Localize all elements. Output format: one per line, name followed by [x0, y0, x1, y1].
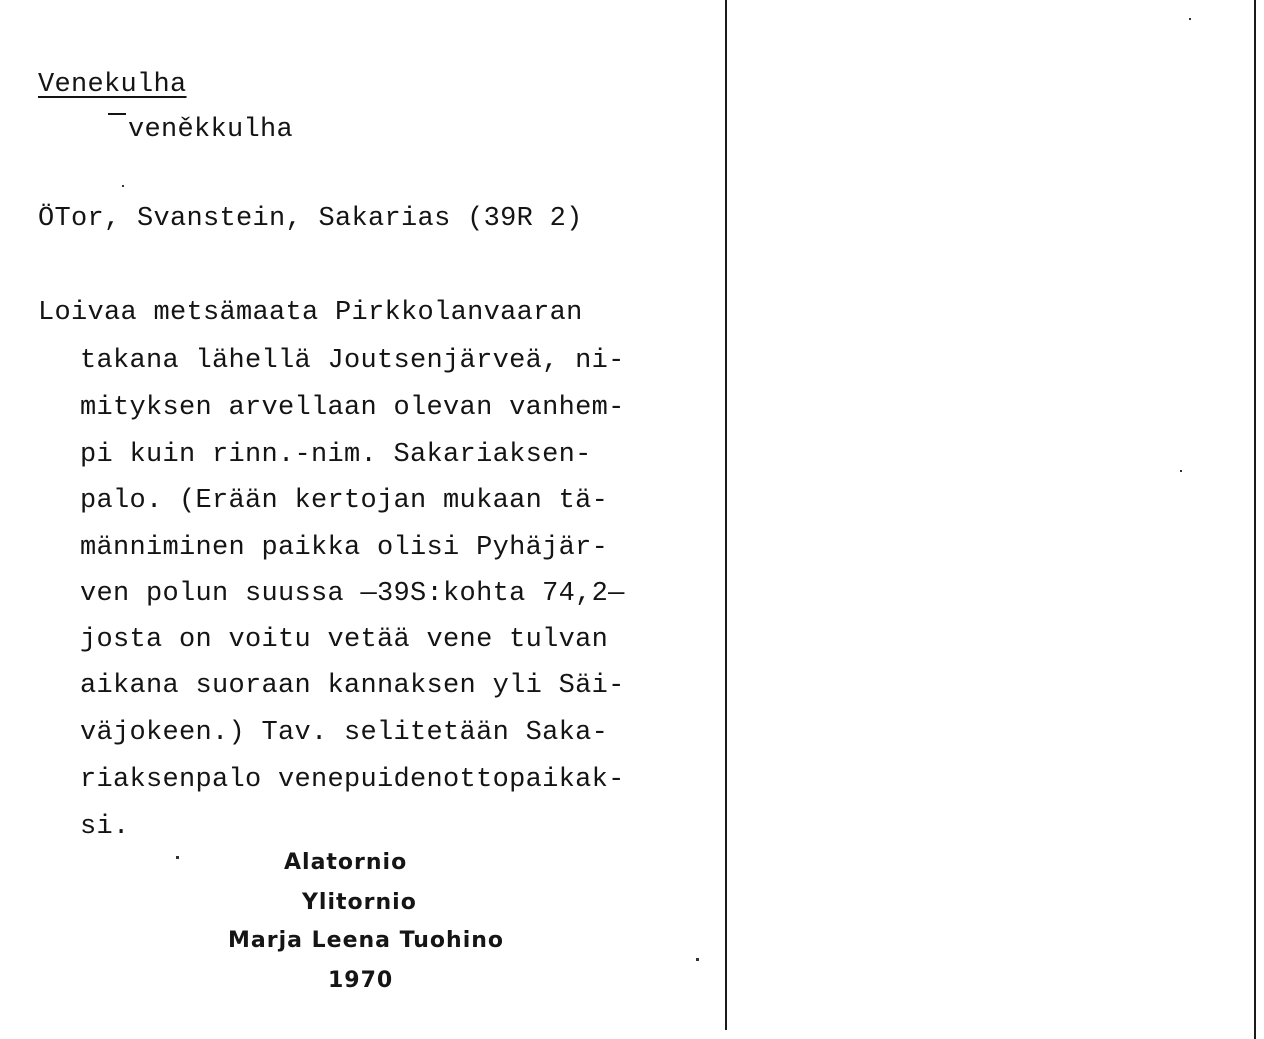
description-line: takana lähellä Joutsenjärveä, ni- [80, 346, 625, 376]
ink-speck [176, 856, 179, 859]
informants-line: ÖTor, Svanstein, Sakarias (39R 2) [38, 204, 583, 234]
stamp-village: Ylitornio [302, 890, 417, 915]
description-line: väjokeen.) Tav. selitetään Saka- [80, 718, 609, 748]
ink-speck [122, 185, 124, 187]
description-line: palo. (Erään kertojan mukaan tä- [80, 486, 609, 516]
length-mark [108, 113, 126, 115]
stamp-collector: Marja Leena Tuohino [228, 928, 505, 953]
stamp-year: 1970 [328, 968, 394, 993]
description-line: Loivaa metsämaata Pirkkolanvaaran [38, 298, 583, 328]
ink-speck [1180, 470, 1182, 472]
pronunciation: veněkkulha [128, 115, 294, 145]
description-line: pi kuin rinn.-nim. Sakariaksen- [80, 440, 592, 470]
headword: Venekulha [38, 70, 187, 100]
description-line: josta on voitu vetää vene tulvan [80, 625, 609, 655]
card-edge-line [1254, 0, 1256, 1039]
description-line: mityksen arvellaan olevan vanhem- [80, 393, 625, 423]
description-line: aikana suoraan kannaksen yli Säi- [80, 671, 625, 701]
column-divider [725, 0, 727, 1030]
description-line: si. [80, 812, 130, 842]
ink-speck [1189, 18, 1191, 20]
description-line: ven polun suussa —39S:kohta 74,2— [80, 579, 625, 609]
description-line: riaksenpalo venepuidenottopaikak- [80, 765, 625, 795]
stamp-parish: Alatornio [284, 850, 408, 875]
ink-speck [696, 958, 699, 961]
description-line: männiminen paikka olisi Pyhäjär- [80, 533, 609, 563]
